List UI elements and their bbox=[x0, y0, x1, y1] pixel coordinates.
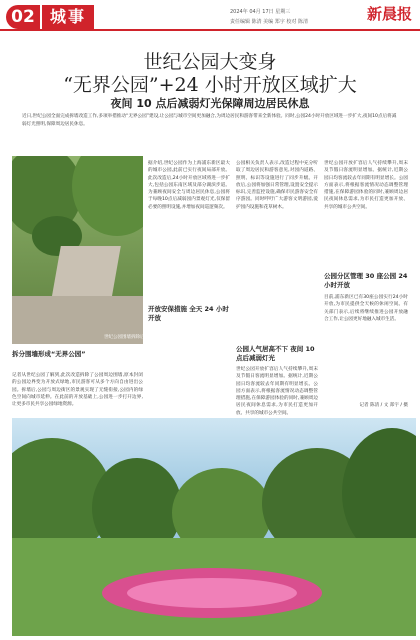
subhead-4: 公园分区管理 30 座公园 24 小时开放 bbox=[324, 272, 408, 289]
headline-subtitle: 夜间 10 点后减弱灯光保障周边居民休息 bbox=[110, 97, 310, 110]
headline-main: 世纪公园大变身 bbox=[143, 51, 277, 73]
logo-accent: 晨 bbox=[381, 5, 397, 23]
column-6: 目前,浦东新区已有30座公园实行24小时开放,为市民提供全天候的休闲空间。有关部门表示,后续将继续推进公园开放融合工作,让公园更好地融入城市生活。 bbox=[324, 295, 408, 322]
newspaper-logo bbox=[367, 3, 412, 24]
editor-line: 责任编辑 陈清 美编 郑宇 校对 陈清 bbox=[230, 19, 308, 25]
column-4: 世纪公园开放扩容后人气持续攀升,周末及节假日客流明显增加。据统计,近期公园日均客流较去年同期有明显增长。公园方面表示,将根据客流情况动态调整管理措施,在保障游园体验的同时,兼顾周边居民夜间休息需求,为市民打造更加开放、共享的城市公共空间。 bbox=[236, 367, 318, 416]
header-rule bbox=[0, 29, 420, 31]
issue-date: 2024年 04月 17日 星期三 bbox=[230, 9, 291, 15]
column-3: 公园相关负责人表示,改造过程中充分听取了周边居民和游客意见,对园内道路、照明、标识等设施进行了同步升级。开放后,公园将加强日常管理,设置安全提示标识,完善监控设施,确保市民游客安全有序游园。同时呼吁广大游客文明游园,爱护园内设施和花草树木。 bbox=[236, 161, 318, 210]
section-number: 02 bbox=[6, 5, 40, 29]
section-title: 城事 bbox=[42, 5, 94, 29]
subhead-3: 公园人气居高不下 夜间 10 点后减弱灯光 bbox=[236, 345, 315, 362]
byline: 记者 陈清 / 文 郑宇 / 摄 bbox=[359, 403, 408, 408]
column-5: 世纪公园开放扩容后人气持续攀升,周末及节假日客流明显增加。据统计,近期公园日均客流较去年同期有明显增长。公园方面表示,将根据客流情况动态调整管理措施,在保障游园体验的同时,兼顾周边居民夜间休息需求,为市民打造更加开放、共享的城市公共空间。 bbox=[324, 161, 408, 210]
subhead-1: 拆分围墙形成“无界公园” bbox=[12, 350, 86, 358]
park-photo bbox=[12, 156, 143, 344]
photo-caption: 世纪公园围墙拆除后 bbox=[104, 335, 145, 340]
logo-prefix: 新 bbox=[366, 5, 382, 23]
lead-paragraph: 近日,世纪公园全面完成拆墙改造工作,多项举措推动“无界公园”建设,让公园与城市空间更加融合,为周边居民和游客带来全新体验。同时,公园24小时开放区域进一步扩大,夜间10点后将减弱灯光照明,保障周边居民休息。 bbox=[22, 114, 397, 127]
subhead-2: 开放安保措施 全天 24 小时开放 bbox=[148, 305, 229, 322]
page-header bbox=[0, 0, 420, 36]
column-2: 据介绍,世纪公园作为上海浦东新区最大的城市公园,此前已实行夜间局部开放。此次改造后,24小时开放区域将进一步扩大,包括公园东南区域及部分湖滨步道。为兼顾夜间安全与周边居民休息,公园将于每晚10点后减弱园内景观灯光,仅保留必要的照明设施,并增加夜间巡逻频次。 bbox=[148, 161, 230, 210]
logo-suffix: 报 bbox=[396, 5, 412, 23]
flowerbed-photo bbox=[12, 418, 416, 636]
headline-second: “无界公园”+24 小时开放区域扩大 bbox=[63, 74, 357, 96]
column-1: 记者从世纪公园了解到,此次改造拆除了公园周边围墙,原本封闭的公园边界变为开放式绿地,市民游客可从多个方向自由进出公园。拆墙后,公园与周边街区的景观实现了无缝衔接,公园内的绿色空间向城市延伸。在此前的开放基础上,公园进一步打开边界,让更多市民共享公园绿地资源。 bbox=[12, 373, 143, 408]
